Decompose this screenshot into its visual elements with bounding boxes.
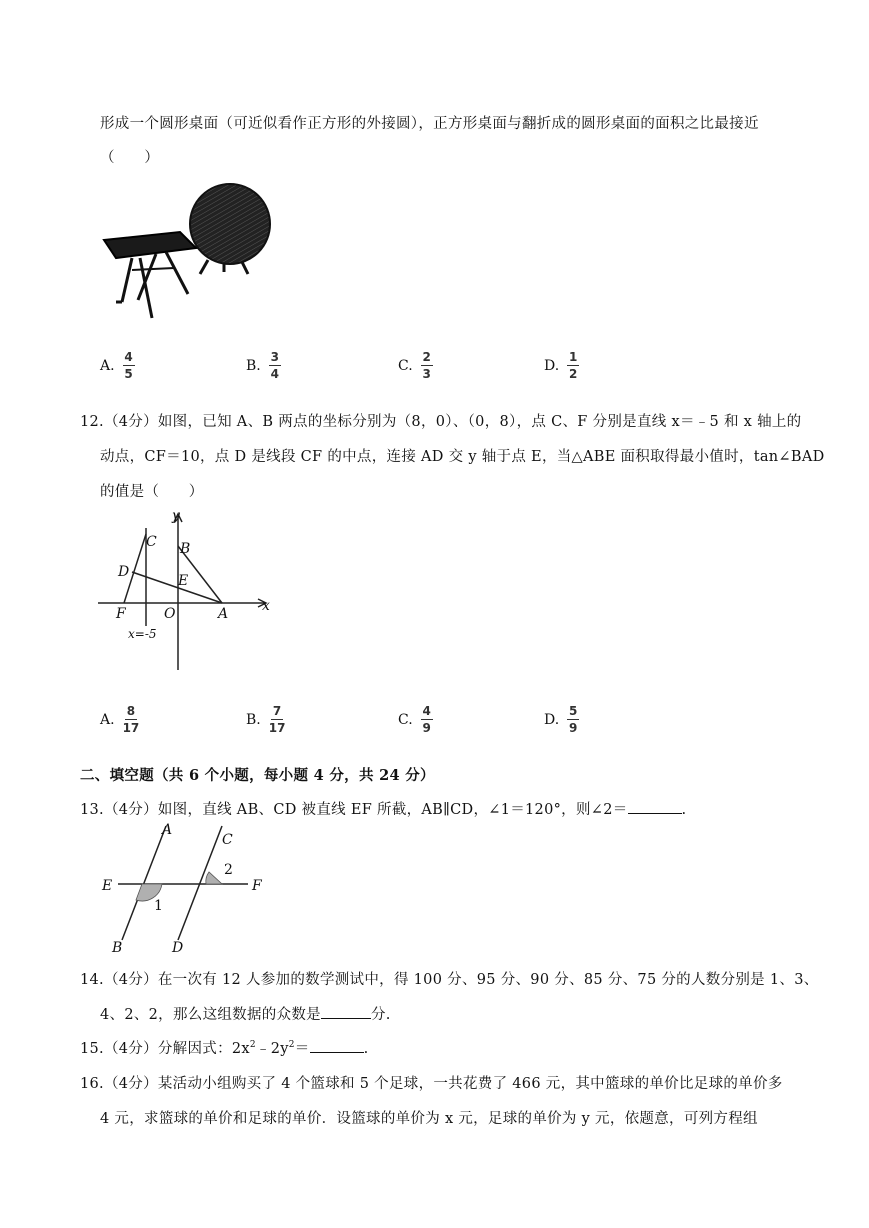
q15-text: ＝ [294, 1041, 310, 1057]
fraction-numerator: 1 [569, 350, 578, 364]
answer-blank[interactable] [321, 1004, 371, 1019]
q13-text-line [80, 798, 686, 819]
fraction-bar [125, 719, 137, 720]
option-label: C. [398, 357, 413, 374]
label-d: D [118, 564, 130, 580]
option-fraction [421, 704, 433, 735]
label-o: O [164, 606, 176, 622]
q12-text-line: 12.（4分）如图，已知 A、B 两点的坐标分别为（8，0）、（0，8），点 C、F 分别是直线 x＝﹣5 和 x 轴上的 [80, 414, 802, 430]
q11-answer-paren: （ ） [100, 150, 160, 166]
fraction-denominator: 3 [422, 367, 431, 381]
q15-text: 15.（4分）分解因式：2x [80, 1041, 250, 1057]
label-b: B [112, 940, 123, 956]
fraction-bar [123, 365, 135, 366]
q15-period: . [363, 1041, 369, 1057]
q14-text-line [100, 1003, 391, 1024]
fraction-numerator: 4 [124, 350, 133, 364]
q13-parallel-lines-figure [98, 822, 278, 962]
option-fraction [567, 704, 579, 735]
option-label: A. [100, 357, 115, 374]
fraction-bar [421, 719, 433, 720]
answer-blank[interactable] [310, 1038, 364, 1053]
q11-option-c[interactable] [398, 350, 433, 381]
option-fraction [269, 350, 281, 381]
q12-option-c[interactable] [398, 704, 433, 735]
q12-coordinate-figure [94, 508, 284, 673]
option-fraction [123, 350, 135, 381]
fraction-numerator: 5 [569, 704, 578, 718]
q12-text-line: 动点，CF＝10，点 D 是线段 CF 的中点，连接 AD 交 y 轴于点 E，当△ABE 面积取得最小值时，tan∠BAD [100, 449, 825, 465]
q15-text: ﹣2y [255, 1041, 289, 1057]
label-f: F [252, 878, 262, 894]
fraction-bar [567, 719, 579, 720]
answer-blank[interactable] [628, 799, 682, 814]
label-d: D [172, 940, 184, 956]
q12-text-line: 的值是（ ） [100, 484, 204, 500]
label-f: F [116, 606, 126, 622]
fraction-bar [567, 365, 579, 366]
option-fraction [421, 350, 433, 381]
option-label: A. [100, 711, 115, 728]
label-x: x [262, 598, 270, 614]
fraction-bar [421, 365, 433, 366]
fraction-denominator: 4 [270, 367, 279, 381]
q15-text-line [80, 1037, 369, 1058]
option-fraction [123, 704, 140, 735]
fraction-bar [271, 719, 283, 720]
fraction-numerator: 8 [126, 704, 136, 718]
option-label: D. [544, 711, 560, 728]
fraction-denominator: 17 [268, 721, 286, 735]
fraction-numerator: 3 [270, 350, 279, 364]
superscript: 2 [288, 1040, 295, 1051]
label-a: A [162, 822, 173, 838]
option-label: B. [246, 357, 261, 374]
q11-option-a[interactable] [100, 350, 135, 381]
fraction-numerator: 4 [422, 704, 431, 718]
option-label: B. [246, 711, 261, 728]
label-angle-1: 1 [154, 898, 163, 914]
q11-option-b[interactable] [246, 350, 281, 381]
label-c: C [146, 534, 157, 550]
q12-option-d[interactable] [544, 704, 579, 735]
fraction-denominator: 5 [124, 367, 133, 381]
fraction-denominator: 2 [569, 367, 578, 381]
q16-text-line: 16.（4分）某活动小组购买了 4 个篮球和 5 个足球，一共花费了 466 元，其中篮球的单价比足球的单价多 [80, 1076, 783, 1092]
q12-option-b[interactable] [246, 704, 285, 735]
label-b: B [180, 541, 191, 557]
superscript: 2 [249, 1040, 256, 1051]
option-label: D. [544, 357, 560, 374]
q14-text-line: 14.（4分）在一次有 12 人参加的数学测试中，得 100 分、95 分、90 分、85 分、75 分的人数分别是 1、3、 [80, 972, 819, 988]
option-fraction [567, 350, 579, 381]
q13-text: 13.（4分）如图，直线 AB、CD 被直线 EF 所截，AB∥CD，∠1＝120°，则∠2＝ [80, 802, 628, 818]
q13-period: . [681, 802, 687, 818]
option-fraction [269, 704, 286, 735]
label-line-x-eq-neg5: x=-5 [128, 627, 157, 641]
q14-text-end: 分. [370, 1007, 391, 1023]
fraction-denominator: 9 [569, 721, 578, 735]
q16-text-line: 4 元，求篮球的单价和足球的单价．设篮球的单价为 x 元，足球的单价为 y 元，依题意，可列方程组 [100, 1111, 758, 1127]
fraction-bar [269, 365, 281, 366]
label-c: C [222, 832, 233, 848]
fraction-numerator: 7 [272, 704, 282, 718]
label-a: A [218, 606, 229, 622]
q11-option-d[interactable] [544, 350, 579, 381]
q11-table-figure [96, 178, 286, 328]
label-y: y [172, 508, 180, 524]
section-heading: 二、填空题（共 6 个小题，每小题 4 分，共 24 分） [80, 767, 435, 784]
q11-text-line: 形成一个圆形桌面（可近似看作正方形的外接圆），正方形桌面与翻折成的圆形桌面的面积之比最接近 [100, 116, 759, 132]
label-e: E [178, 573, 189, 589]
q12-option-a[interactable] [100, 704, 139, 735]
fraction-denominator: 17 [122, 721, 140, 735]
option-label: C. [398, 711, 413, 728]
q14-text: 4、2、2，那么这组数据的众数是 [100, 1007, 321, 1023]
fraction-numerator: 2 [422, 350, 431, 364]
label-angle-2: 2 [224, 862, 233, 878]
label-e: E [102, 878, 113, 894]
fraction-denominator: 9 [422, 721, 431, 735]
